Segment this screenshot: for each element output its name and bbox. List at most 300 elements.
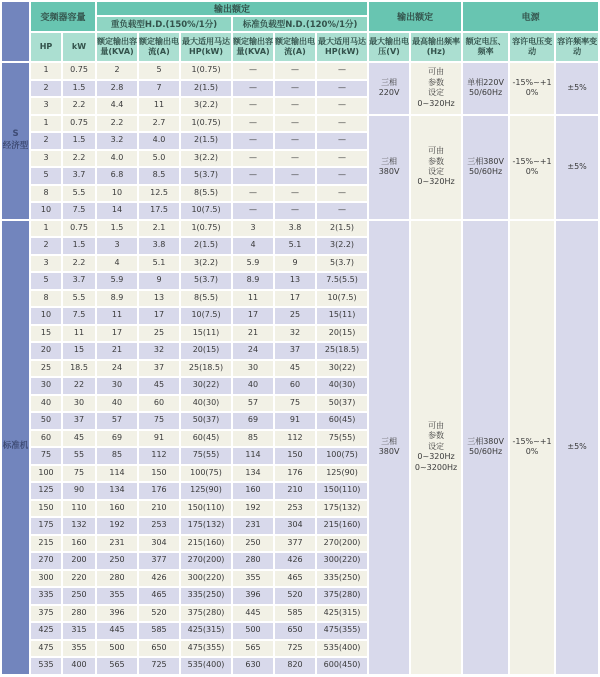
table-row bbox=[2, 203, 598, 219]
cell-nd-current: 32 bbox=[275, 326, 315, 342]
cell-kw: 110 bbox=[63, 501, 95, 517]
cell-hd-kva: 160 bbox=[97, 501, 137, 517]
cell-hd-motor: 20(15) bbox=[181, 343, 231, 359]
cell-hd-kva: 85 bbox=[97, 448, 137, 464]
cell-nd-motor: 15(11) bbox=[317, 308, 367, 324]
table-row bbox=[2, 98, 598, 114]
cell-hd-kva: 17 bbox=[97, 326, 137, 342]
cell-nd-motor: — bbox=[317, 186, 367, 202]
cell-hd-current: 650 bbox=[139, 641, 179, 657]
cell-nd-current: 25 bbox=[275, 308, 315, 324]
cell-nd-current: 17 bbox=[275, 291, 315, 307]
cell-hp: 335 bbox=[31, 588, 61, 604]
cell-hd-kva: 14 bbox=[97, 203, 137, 219]
cell-hd-motor: 535(400) bbox=[181, 658, 231, 674]
cell-hp: 75 bbox=[31, 448, 61, 464]
cell-hd-current: 45 bbox=[139, 378, 179, 394]
cell-nd-motor: 535(400) bbox=[317, 641, 367, 657]
cell-nd-kva: 355 bbox=[233, 571, 273, 587]
cell-hp: 3 bbox=[31, 98, 61, 114]
cell-kw: 2.2 bbox=[63, 151, 95, 167]
merged-frequency-tolerance: ±5% bbox=[556, 63, 598, 114]
cell-hd-kva: 250 bbox=[97, 553, 137, 569]
cell-nd-kva: — bbox=[233, 98, 273, 114]
cell-nd-kva: 57 bbox=[233, 396, 273, 412]
cell-hd-motor: 3(2.2) bbox=[181, 98, 231, 114]
table-header bbox=[2, 2, 598, 61]
table-row bbox=[2, 273, 598, 289]
cell-hd-kva: 40 bbox=[97, 396, 137, 412]
merged-frequency-tolerance: ±5% bbox=[556, 116, 598, 219]
cell-hd-motor: 25(18.5) bbox=[181, 361, 231, 377]
cell-hp: 10 bbox=[31, 203, 61, 219]
merged-max-voltage: 三相 380V bbox=[369, 116, 409, 219]
cell-hp: 100 bbox=[31, 466, 61, 482]
header-heavy-duty: 重负载型H.D.(150%/1分) bbox=[97, 17, 231, 31]
cell-hp: 150 bbox=[31, 501, 61, 517]
cell-hd-current: 5.1 bbox=[139, 256, 179, 272]
merged-frequency-tolerance: ±5% bbox=[556, 221, 598, 674]
header-output-spec-group: 输出额定 bbox=[97, 2, 367, 15]
table-row bbox=[2, 641, 598, 657]
header-max-voltage: 最大输出电压(V) bbox=[369, 33, 409, 61]
cell-hp: 425 bbox=[31, 623, 61, 639]
cell-hd-current: 5.0 bbox=[139, 151, 179, 167]
cell-hd-motor: 215(160) bbox=[181, 536, 231, 552]
table-row bbox=[2, 658, 598, 674]
cell-nd-kva: — bbox=[233, 186, 273, 202]
merged-voltage-tolerance: -15%~+10% bbox=[510, 116, 554, 219]
cell-kw: 45 bbox=[63, 431, 95, 447]
table-body bbox=[2, 63, 598, 674]
cell-hd-motor: 335(250) bbox=[181, 588, 231, 604]
cell-nd-motor: — bbox=[317, 133, 367, 149]
cell-nd-current: 585 bbox=[275, 606, 315, 622]
cell-nd-kva: 114 bbox=[233, 448, 273, 464]
header-hd-current: 额定输出电流(A) bbox=[139, 33, 179, 61]
cell-hp: 20 bbox=[31, 343, 61, 359]
cell-nd-motor: — bbox=[317, 151, 367, 167]
cell-hp: 125 bbox=[31, 483, 61, 499]
cell-nd-motor: 475(355) bbox=[317, 623, 367, 639]
cell-hd-motor: 40(30) bbox=[181, 396, 231, 412]
header-hp: HP bbox=[31, 33, 61, 61]
cell-nd-current: 650 bbox=[275, 623, 315, 639]
header-max-frequency: 最高输出频率(Hz) bbox=[411, 33, 461, 61]
cell-kw: 18.5 bbox=[63, 361, 95, 377]
cell-hd-current: 304 bbox=[139, 536, 179, 552]
cell-nd-motor: 335(250) bbox=[317, 571, 367, 587]
cell-hd-current: 210 bbox=[139, 501, 179, 517]
cell-hd-motor: 1(0.75) bbox=[181, 221, 231, 237]
cell-nd-kva: — bbox=[233, 168, 273, 184]
cell-nd-motor: 75(55) bbox=[317, 431, 367, 447]
table-row bbox=[2, 186, 598, 202]
cell-nd-current: — bbox=[275, 98, 315, 114]
cell-nd-kva: 85 bbox=[233, 431, 273, 447]
cell-hd-motor: 425(315) bbox=[181, 623, 231, 639]
cell-nd-motor: — bbox=[317, 116, 367, 132]
cell-nd-current: — bbox=[275, 168, 315, 184]
cell-hd-motor: 3(2.2) bbox=[181, 256, 231, 272]
cell-hd-motor: 1(0.75) bbox=[181, 116, 231, 132]
cell-hd-current: 150 bbox=[139, 466, 179, 482]
cell-nd-motor: 7.5(5.5) bbox=[317, 273, 367, 289]
cell-nd-kva: — bbox=[233, 203, 273, 219]
table-row bbox=[2, 378, 598, 394]
table-row bbox=[2, 361, 598, 377]
cell-hd-kva: 445 bbox=[97, 623, 137, 639]
cell-nd-motor: 375(280) bbox=[317, 588, 367, 604]
header-normal-duty: 标准负载型N.D.(120%/1分) bbox=[233, 17, 367, 31]
cell-hd-kva: 1.5 bbox=[97, 221, 137, 237]
table-row bbox=[2, 116, 598, 132]
table-row bbox=[2, 81, 598, 97]
table-row bbox=[2, 588, 598, 604]
cell-hp: 5 bbox=[31, 273, 61, 289]
cell-nd-motor: 5(3.7) bbox=[317, 256, 367, 272]
cell-kw: 90 bbox=[63, 483, 95, 499]
cell-hd-kva: 69 bbox=[97, 431, 137, 447]
cell-nd-kva: 11 bbox=[233, 291, 273, 307]
cell-hd-kva: 3 bbox=[97, 238, 137, 254]
cell-kw: 55 bbox=[63, 448, 95, 464]
cell-hd-current: 585 bbox=[139, 623, 179, 639]
cell-hd-current: 25 bbox=[139, 326, 179, 342]
cell-kw: 2.2 bbox=[63, 98, 95, 114]
table-row bbox=[2, 396, 598, 412]
cell-hp: 2 bbox=[31, 81, 61, 97]
cell-hd-motor: 3(2.2) bbox=[181, 151, 231, 167]
cell-nd-current: 3.8 bbox=[275, 221, 315, 237]
cell-hp: 2 bbox=[31, 133, 61, 149]
cell-hd-motor: 2(1.5) bbox=[181, 81, 231, 97]
cell-hd-current: 426 bbox=[139, 571, 179, 587]
cell-nd-current: 13 bbox=[275, 273, 315, 289]
cell-nd-current: 520 bbox=[275, 588, 315, 604]
cell-hd-current: 9 bbox=[139, 273, 179, 289]
cell-hd-motor: 300(220) bbox=[181, 571, 231, 587]
cell-hd-current: 91 bbox=[139, 431, 179, 447]
cell-hd-current: 253 bbox=[139, 518, 179, 534]
cell-kw: 7.5 bbox=[63, 203, 95, 219]
cell-nd-motor: 10(7.5) bbox=[317, 291, 367, 307]
table-row bbox=[2, 151, 598, 167]
cell-kw: 200 bbox=[63, 553, 95, 569]
table-row bbox=[2, 221, 598, 237]
cell-nd-kva: 445 bbox=[233, 606, 273, 622]
header-kw: kW bbox=[63, 33, 95, 61]
cell-kw: 1.5 bbox=[63, 238, 95, 254]
cell-hd-motor: 15(11) bbox=[181, 326, 231, 342]
cell-kw: 315 bbox=[63, 623, 95, 639]
cell-nd-current: 725 bbox=[275, 641, 315, 657]
cell-kw: 37 bbox=[63, 413, 95, 429]
cell-hd-current: 520 bbox=[139, 606, 179, 622]
header-rated-voltage-frequency: 额定电压、频率 bbox=[463, 33, 508, 61]
cell-hd-current: 11 bbox=[139, 98, 179, 114]
cell-nd-kva: 4 bbox=[233, 238, 273, 254]
group-label: 标准机 bbox=[2, 221, 29, 674]
cell-nd-motor: 600(450) bbox=[317, 658, 367, 674]
merged-rated-voltage-frequency: 单相220V 50/60Hz bbox=[463, 63, 508, 114]
cell-nd-kva: 565 bbox=[233, 641, 273, 657]
cell-nd-kva: — bbox=[233, 63, 273, 79]
cell-nd-current: — bbox=[275, 151, 315, 167]
cell-hp: 60 bbox=[31, 431, 61, 447]
cell-nd-motor: 125(90) bbox=[317, 466, 367, 482]
cell-hd-motor: 30(22) bbox=[181, 378, 231, 394]
cell-nd-current: — bbox=[275, 81, 315, 97]
cell-nd-current: 5.1 bbox=[275, 238, 315, 254]
merged-max-frequency: 可由 参数 设定 0~320Hz bbox=[411, 116, 461, 219]
cell-nd-motor: 3(2.2) bbox=[317, 238, 367, 254]
table-row bbox=[2, 63, 598, 79]
merged-max-voltage: 三相 220V bbox=[369, 63, 409, 114]
cell-nd-kva: 500 bbox=[233, 623, 273, 639]
cell-hd-current: 4.0 bbox=[139, 133, 179, 149]
header-hd-kva: 额定输出容量(KVA) bbox=[97, 33, 137, 61]
cell-hd-kva: 500 bbox=[97, 641, 137, 657]
table-row bbox=[2, 448, 598, 464]
cell-hd-current: 176 bbox=[139, 483, 179, 499]
cell-hd-kva: 565 bbox=[97, 658, 137, 674]
cell-nd-current: 91 bbox=[275, 413, 315, 429]
merged-max-voltage: 三相 380V bbox=[369, 221, 409, 674]
header-nd-kva: 额定输出容量(KVA) bbox=[233, 33, 273, 61]
cell-nd-motor: 300(220) bbox=[317, 553, 367, 569]
cell-kw: 1.5 bbox=[63, 133, 95, 149]
table-row bbox=[2, 256, 598, 272]
cell-hd-motor: 75(55) bbox=[181, 448, 231, 464]
cell-hd-kva: 24 bbox=[97, 361, 137, 377]
corner-cell bbox=[2, 2, 29, 61]
cell-kw: 0.75 bbox=[63, 116, 95, 132]
cell-nd-motor: — bbox=[317, 63, 367, 79]
merged-max-frequency: 可由 参数 设定 0~320Hz bbox=[411, 63, 461, 114]
cell-hp: 215 bbox=[31, 536, 61, 552]
cell-hd-motor: 125(90) bbox=[181, 483, 231, 499]
cell-nd-motor: 40(30) bbox=[317, 378, 367, 394]
header-frequency-tolerance: 容许频率变动 bbox=[556, 33, 598, 61]
cell-hd-current: 13 bbox=[139, 291, 179, 307]
cell-hd-kva: 3.2 bbox=[97, 133, 137, 149]
cell-nd-motor: 215(160) bbox=[317, 518, 367, 534]
cell-nd-kva: 40 bbox=[233, 378, 273, 394]
cell-nd-motor: 2(1.5) bbox=[317, 221, 367, 237]
cell-hp: 30 bbox=[31, 378, 61, 394]
cell-hd-kva: 134 bbox=[97, 483, 137, 499]
cell-kw: 5.5 bbox=[63, 291, 95, 307]
cell-kw: 250 bbox=[63, 588, 95, 604]
cell-kw: 75 bbox=[63, 466, 95, 482]
cell-hd-kva: 231 bbox=[97, 536, 137, 552]
cell-hd-motor: 475(355) bbox=[181, 641, 231, 657]
header-voltage-tolerance: 容许电压变动 bbox=[510, 33, 554, 61]
merged-max-frequency: 可由 参数 设定 0~320Hz 0~3200Hz bbox=[411, 221, 461, 674]
group-label: S 经济型 bbox=[2, 63, 29, 219]
cell-hp: 300 bbox=[31, 571, 61, 587]
cell-hd-kva: 30 bbox=[97, 378, 137, 394]
cell-nd-current: — bbox=[275, 203, 315, 219]
cell-nd-motor: — bbox=[317, 203, 367, 219]
cell-hd-kva: 355 bbox=[97, 588, 137, 604]
cell-hp: 25 bbox=[31, 361, 61, 377]
cell-hd-current: 465 bbox=[139, 588, 179, 604]
table-row bbox=[2, 501, 598, 517]
cell-hd-kva: 114 bbox=[97, 466, 137, 482]
cell-kw: 7.5 bbox=[63, 308, 95, 324]
cell-nd-motor: 50(37) bbox=[317, 396, 367, 412]
cell-nd-kva: 69 bbox=[233, 413, 273, 429]
cell-hp: 8 bbox=[31, 186, 61, 202]
cell-hd-kva: 5.9 bbox=[97, 273, 137, 289]
cell-nd-motor: 270(200) bbox=[317, 536, 367, 552]
cell-nd-current: 75 bbox=[275, 396, 315, 412]
cell-hp: 175 bbox=[31, 518, 61, 534]
cell-hd-kva: 280 bbox=[97, 571, 137, 587]
cell-hd-current: 32 bbox=[139, 343, 179, 359]
cell-nd-kva: — bbox=[233, 81, 273, 97]
cell-nd-current: 112 bbox=[275, 431, 315, 447]
table-row bbox=[2, 413, 598, 429]
cell-nd-motor: 20(15) bbox=[317, 326, 367, 342]
cell-hd-kva: 192 bbox=[97, 518, 137, 534]
cell-nd-kva: 30 bbox=[233, 361, 273, 377]
cell-nd-current: 426 bbox=[275, 553, 315, 569]
cell-kw: 2.2 bbox=[63, 256, 95, 272]
cell-kw: 220 bbox=[63, 571, 95, 587]
table-row bbox=[2, 431, 598, 447]
table-row bbox=[2, 168, 598, 184]
cell-hd-motor: 1(0.75) bbox=[181, 63, 231, 79]
cell-hd-kva: 21 bbox=[97, 343, 137, 359]
cell-hd-kva: 396 bbox=[97, 606, 137, 622]
cell-nd-motor: 100(75) bbox=[317, 448, 367, 464]
table-row bbox=[2, 291, 598, 307]
cell-hp: 3 bbox=[31, 256, 61, 272]
cell-nd-motor: 425(315) bbox=[317, 606, 367, 622]
table-row bbox=[2, 343, 598, 359]
cell-hd-kva: 57 bbox=[97, 413, 137, 429]
cell-nd-current: 150 bbox=[275, 448, 315, 464]
cell-nd-current: 253 bbox=[275, 501, 315, 517]
cell-hp: 1 bbox=[31, 116, 61, 132]
cell-nd-motor: — bbox=[317, 98, 367, 114]
cell-kw: 0.75 bbox=[63, 63, 95, 79]
cell-hp: 8 bbox=[31, 291, 61, 307]
cell-hd-current: 112 bbox=[139, 448, 179, 464]
cell-hd-current: 2.1 bbox=[139, 221, 179, 237]
cell-nd-current: 304 bbox=[275, 518, 315, 534]
cell-hp: 3 bbox=[31, 151, 61, 167]
cell-kw: 30 bbox=[63, 396, 95, 412]
header-nd-current: 额定输出电流(A) bbox=[275, 33, 315, 61]
cell-hd-current: 12.5 bbox=[139, 186, 179, 202]
cell-hd-motor: 175(132) bbox=[181, 518, 231, 534]
cell-kw: 3.7 bbox=[63, 273, 95, 289]
cell-nd-current: 37 bbox=[275, 343, 315, 359]
cell-kw: 11 bbox=[63, 326, 95, 342]
merged-voltage-tolerance: -15%~+10% bbox=[510, 221, 554, 674]
cell-hd-motor: 60(45) bbox=[181, 431, 231, 447]
cell-hd-kva: 4.0 bbox=[97, 151, 137, 167]
cell-hd-kva: 2 bbox=[97, 63, 137, 79]
cell-nd-kva: — bbox=[233, 133, 273, 149]
table-row bbox=[2, 518, 598, 534]
cell-hd-current: 3.8 bbox=[139, 238, 179, 254]
cell-hp: 535 bbox=[31, 658, 61, 674]
cell-hp: 40 bbox=[31, 396, 61, 412]
table-row bbox=[2, 133, 598, 149]
cell-nd-current: 377 bbox=[275, 536, 315, 552]
cell-hp: 2 bbox=[31, 238, 61, 254]
cell-kw: 3.7 bbox=[63, 168, 95, 184]
cell-hd-motor: 270(200) bbox=[181, 553, 231, 569]
cell-hd-kva: 2.8 bbox=[97, 81, 137, 97]
cell-hp: 15 bbox=[31, 326, 61, 342]
cell-nd-kva: 630 bbox=[233, 658, 273, 674]
cell-nd-kva: 160 bbox=[233, 483, 273, 499]
cell-nd-current: 210 bbox=[275, 483, 315, 499]
cell-hd-kva: 6.8 bbox=[97, 168, 137, 184]
table-row bbox=[2, 606, 598, 622]
cell-kw: 5.5 bbox=[63, 186, 95, 202]
cell-kw: 355 bbox=[63, 641, 95, 657]
cell-hd-motor: 10(7.5) bbox=[181, 308, 231, 324]
cell-nd-kva: 17 bbox=[233, 308, 273, 324]
cell-nd-kva: 134 bbox=[233, 466, 273, 482]
cell-hd-current: 7 bbox=[139, 81, 179, 97]
header-nd-motor: 最大适用马达HP(kW) bbox=[317, 33, 367, 61]
table-row bbox=[2, 553, 598, 569]
header-inverter-capacity: 变频器容量 bbox=[31, 2, 95, 31]
cell-hd-motor: 8(5.5) bbox=[181, 186, 231, 202]
cell-kw: 280 bbox=[63, 606, 95, 622]
cell-hd-motor: 8(5.5) bbox=[181, 291, 231, 307]
cell-kw: 160 bbox=[63, 536, 95, 552]
cell-hd-motor: 2(1.5) bbox=[181, 133, 231, 149]
cell-nd-motor: 25(18.5) bbox=[317, 343, 367, 359]
cell-hp: 375 bbox=[31, 606, 61, 622]
cell-hd-current: 17.5 bbox=[139, 203, 179, 219]
cell-hp: 10 bbox=[31, 308, 61, 324]
cell-hd-current: 17 bbox=[139, 308, 179, 324]
cell-nd-current: 9 bbox=[275, 256, 315, 272]
cell-nd-motor: 175(132) bbox=[317, 501, 367, 517]
cell-nd-kva: — bbox=[233, 116, 273, 132]
cell-kw: 1.5 bbox=[63, 81, 95, 97]
header-power-group: 电源 bbox=[463, 2, 598, 31]
cell-hd-motor: 50(37) bbox=[181, 413, 231, 429]
cell-hd-motor: 10(7.5) bbox=[181, 203, 231, 219]
cell-hd-current: 8.5 bbox=[139, 168, 179, 184]
cell-nd-current: — bbox=[275, 63, 315, 79]
cell-hd-current: 75 bbox=[139, 413, 179, 429]
cell-hd-current: 725 bbox=[139, 658, 179, 674]
cell-hd-kva: 8.9 bbox=[97, 291, 137, 307]
merged-voltage-tolerance: -15%~+10% bbox=[510, 63, 554, 114]
cell-hd-current: 377 bbox=[139, 553, 179, 569]
cell-hd-motor: 375(280) bbox=[181, 606, 231, 622]
cell-nd-motor: 150(110) bbox=[317, 483, 367, 499]
cell-hd-motor: 5(3.7) bbox=[181, 273, 231, 289]
cell-nd-kva: 24 bbox=[233, 343, 273, 359]
cell-hd-motor: 150(110) bbox=[181, 501, 231, 517]
cell-kw: 400 bbox=[63, 658, 95, 674]
cell-hd-kva: 11 bbox=[97, 308, 137, 324]
table-row bbox=[2, 536, 598, 552]
